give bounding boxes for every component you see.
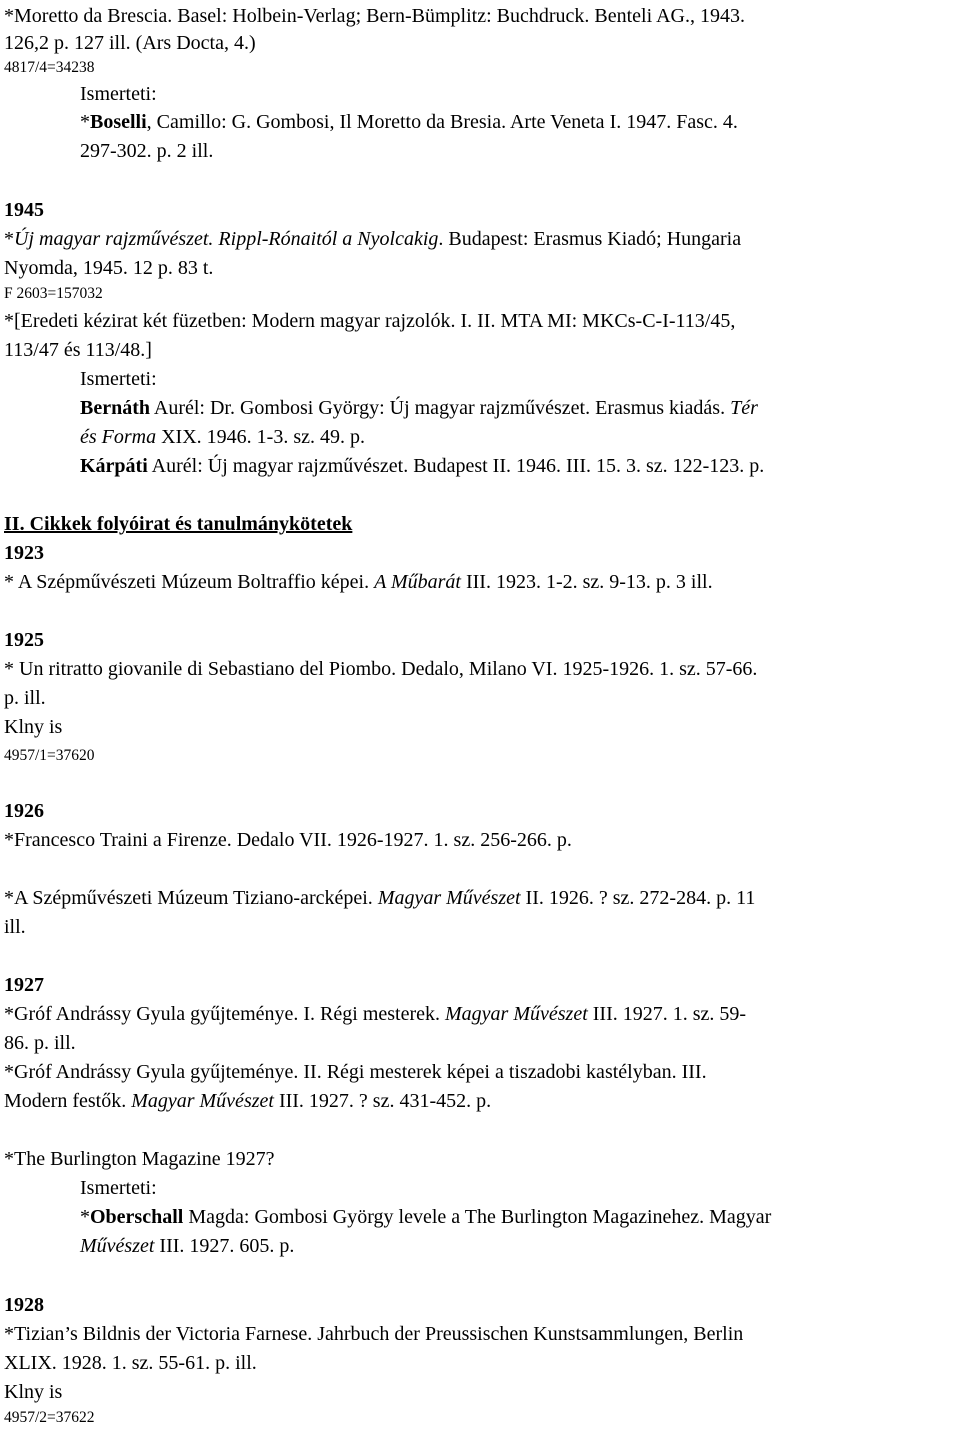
entry-text: *Francesco Traini a Firenze. Dedalo VII. 1926-1927. 1. sz. 256-266. p.: [4, 829, 572, 851]
entry-text: *Gróf Andrássy Gyula gyűjteménye. II. Régi mesterek képei a tiszadobi kastélyban. III.: [4, 1061, 707, 1083]
catalog-number: 4817/4=34238: [4, 59, 95, 76]
entry-text: XLIX. 1928. 1. sz. 55-61. p. ill.: [4, 1352, 257, 1374]
catalog-number: 4957/1=37620: [4, 747, 95, 764]
offprint-note: Klny is: [4, 1381, 63, 1403]
journal-title: Magyar Művészet: [445, 1003, 588, 1025]
offprint-note: Klny is: [4, 716, 63, 738]
entry-text: *The Burlington Magazine 1927?: [4, 1148, 275, 1170]
entry-text: *Tizian’s Bildnis der Victoria Farnese. Jahrbuch der Preussischen Kunstsammlungen, Berlin: [4, 1323, 744, 1345]
entry-text: ill.: [4, 916, 26, 938]
book-title: Új magyar rajzművészet. Rippl-Rónaitól a Nyolcakig: [14, 228, 439, 250]
review-label: Ismerteti:: [80, 83, 157, 105]
journal-title: Magyar Művészet: [377, 887, 521, 909]
entry-text: *Új magyar rajzművészet. Rippl-Rónaitól a Nyolcakig. Budapest: Erasmus Kiadó; Hungaria: [4, 228, 742, 250]
journal-title: Magyar Művészet: [131, 1090, 274, 1112]
entry-text: p. ill.: [4, 687, 46, 709]
year-heading: 1923: [4, 542, 44, 564]
entry-text: *A Szépművészeti Múzeum Tiziano-arcképei. Magyar Művészet II. 1926. ? sz. 272-284. p. 11: [4, 887, 756, 909]
reviewer-name: Bernáth: [80, 397, 150, 419]
entry-text: 86. p. ill.: [4, 1032, 76, 1054]
review-entry: *Oberschall Magda: Gombosi György levele a The Burlington Magazinehez. Magyar: [80, 1206, 772, 1228]
entry-text: * Un ritratto giovanile di Sebastiano del Piombo. Dedalo, Milano VI. 1925-1926. 1. sz. 57-66.: [4, 658, 758, 680]
entry-text: *Gróf Andrássy Gyula gyűjteménye. I. Régi mesterek. Magyar Művészet III. 1927. 1. sz. 59-: [4, 1003, 747, 1025]
entry-text: Nyomda, 1945. 12 p. 83 t.: [4, 257, 214, 279]
catalog-number: 4957/2=37622: [4, 1409, 95, 1426]
year-heading: 1927: [4, 974, 44, 996]
journal-title: A Műbarát: [374, 571, 461, 593]
reviewer-name: Kárpáti: [80, 455, 148, 477]
year-heading: 1945: [4, 199, 44, 221]
reviewer-name: Boselli: [90, 111, 147, 133]
entry-text: *Moretto da Brescia. Basel: Holbein-Verlag; Bern-Bümplitz: Buchdruck. Benteli AG., 1943.: [4, 5, 745, 27]
entry-text: 126,2 p. 127 ill. (Ars Docta, 4.): [4, 32, 256, 54]
review-entry: 297-302. p. 2 ill.: [80, 140, 214, 162]
review-entry: és Forma XIX. 1946. 1-3. sz. 49. p.: [80, 426, 365, 448]
entry-text: 113/47 és 113/48.]: [4, 339, 152, 361]
entry-text: * A Szépművészeti Múzeum Boltraffio képei. A Műbarát III. 1923. 1-2. sz. 9-13. p. 3 ill.: [4, 571, 713, 593]
reviewer-name: Oberschall: [90, 1206, 184, 1228]
year-heading: 1928: [4, 1294, 44, 1316]
entry-text: Modern festők. Magyar Művészet III. 1927. ? sz. 431-452. p.: [4, 1090, 492, 1112]
section-heading: II. Cikkek folyóirat és tanulmánykötetek: [4, 513, 353, 535]
review-entry: Bernáth Aurél: Dr. Gombosi György: Új magyar rajzművészet. Erasmus kiadás. Tér: [80, 397, 758, 419]
year-heading: 1926: [4, 800, 44, 822]
review-entry: *Boselli, Camillo: G. Gombosi, Il Moretto da Bresia. Arte Veneta I. 1947. Fasc. 4.: [80, 111, 738, 133]
catalog-number: F 2603=157032: [4, 285, 103, 302]
review-entry: Művészet III. 1927. 605. p.: [80, 1235, 295, 1257]
review-label: Ismerteti:: [80, 1177, 157, 1199]
year-heading: 1925: [4, 629, 44, 651]
review-entry: Kárpáti Aurél: Új magyar rajzművészet. Budapest II. 1946. III. 15. 3. sz. 122-123. p.: [80, 455, 765, 477]
review-label: Ismerteti:: [80, 368, 157, 390]
entry-text: *[Eredeti kézirat két füzetben: Modern magyar rajzolók. I. II. MTA MI: MKCs-C-I-113/45,: [4, 310, 736, 332]
